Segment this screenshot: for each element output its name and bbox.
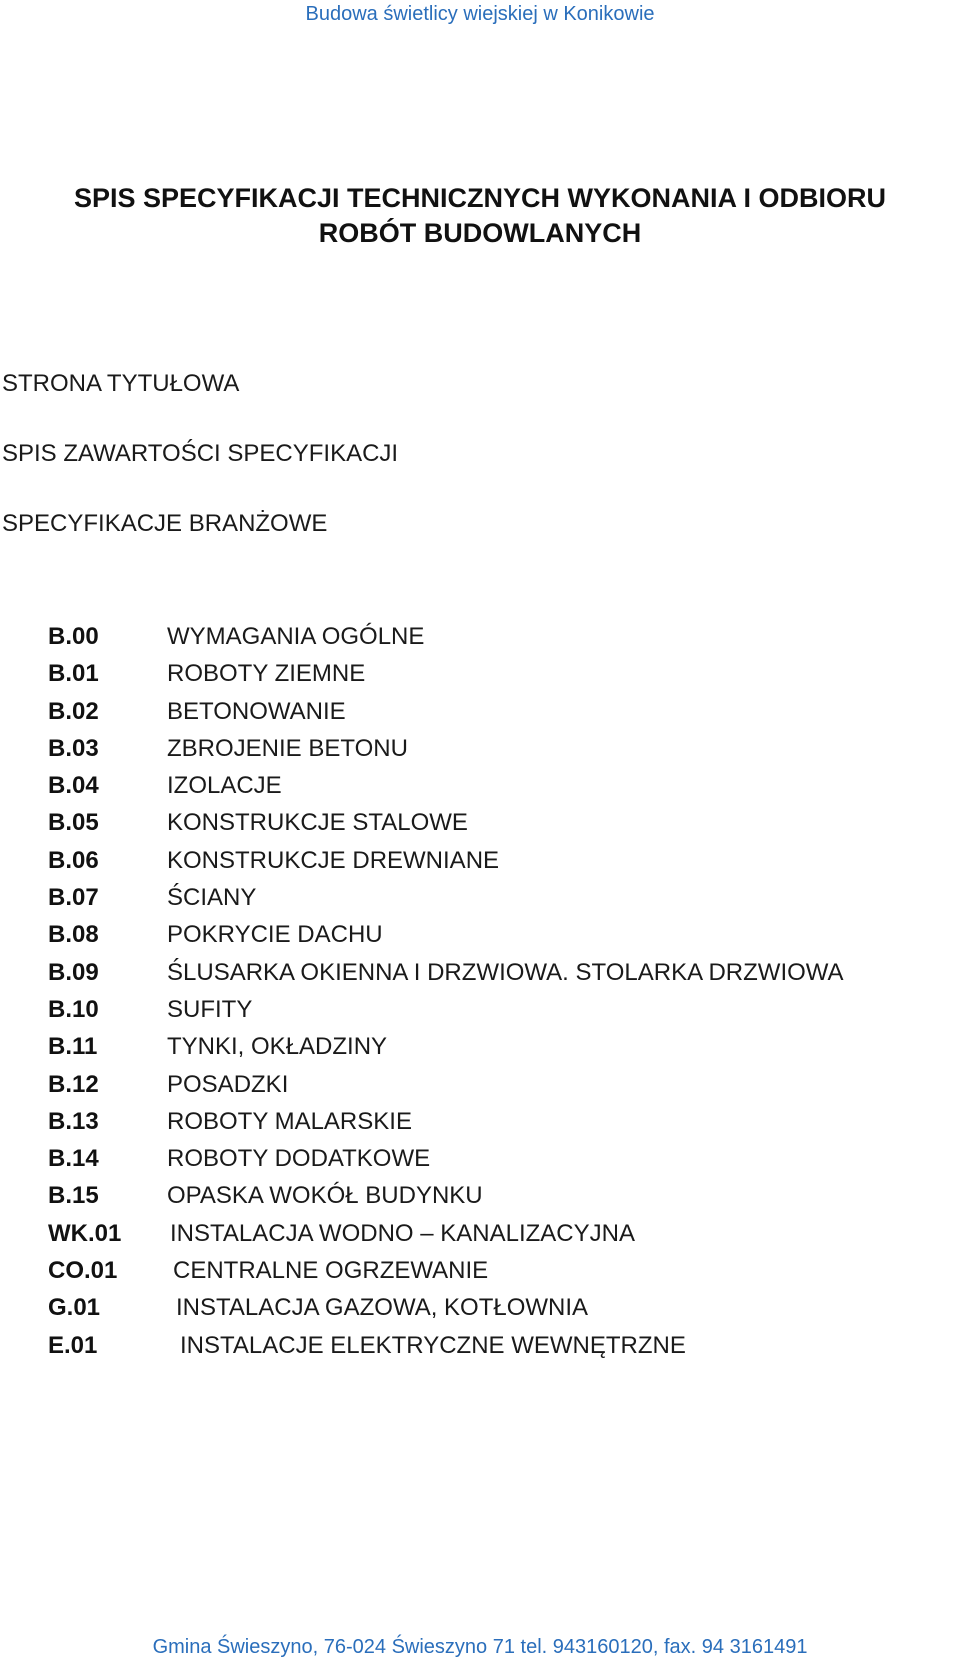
spec-description: CENTRALNE OGRZEWANIE	[173, 1257, 489, 1285]
spec-code: CO.01	[48, 1257, 118, 1285]
spec-code: B.10	[48, 995, 99, 1023]
list-item	[0, 618, 960, 655]
spec-code: G.01	[48, 1294, 101, 1322]
spec-description: INSTALACJA GAZOWA, KOTŁOWNIA	[176, 1294, 589, 1322]
document-title	[0, 181, 960, 251]
list-item	[0, 1289, 960, 1326]
spec-code: B.07	[48, 884, 99, 912]
spec-description: INSTALACJA WODNO – KANALIZACYJNA	[170, 1219, 635, 1247]
list-item	[0, 1215, 960, 1252]
spec-description: BETONOWANIE	[167, 697, 346, 725]
spec-code: B.06	[48, 846, 99, 874]
section-title-page: STRONA TYTUŁOWA	[2, 370, 240, 397]
section-contents: SPIS ZAWARTOŚCI SPECYFIKACJI	[2, 440, 399, 467]
spec-code: B.00	[48, 623, 99, 650]
spec-code: E.01	[48, 1331, 98, 1359]
page-footer: Gmina Świeszyno, 76-024 Świeszyno 71 tel. 943160120, fax. 94 3161491	[152, 1636, 808, 1658]
list-item	[0, 1103, 960, 1140]
list-item	[0, 1252, 960, 1289]
spec-code: B.08	[48, 921, 99, 949]
list-item	[0, 1177, 960, 1214]
spec-description: TYNKI, OKŁADZINY	[167, 1033, 388, 1061]
spec-description: INSTALACJE ELEKTRYCZNE WEWNĘTRZNE	[180, 1331, 686, 1359]
spec-description: KONSTRUKCJE DREWNIANE	[167, 846, 500, 874]
spec-code: B.03	[48, 734, 99, 762]
spec-description: ROBOTY MALARSKIE	[167, 1107, 412, 1135]
page-header: Budowa świetlicy wiejskiej w Konikowie	[305, 3, 655, 25]
list-item	[0, 1066, 960, 1103]
list-item	[0, 954, 960, 991]
list-item	[0, 879, 960, 916]
document-title-line-2: ROBÓT BUDOWLANYCH	[318, 218, 642, 248]
spec-code: B.01	[48, 660, 99, 688]
spec-description: OPASKA WOKÓŁ BUDYNKU	[167, 1182, 483, 1210]
spec-code: B.15	[48, 1182, 99, 1210]
spec-code: B.13	[48, 1107, 99, 1135]
spec-description: ŚCIANY	[167, 884, 257, 912]
spec-description: ROBOTY DODATKOWE	[167, 1145, 431, 1173]
spec-description: WYMAGANIA OGÓLNE	[167, 623, 425, 650]
spec-description: KONSTRUKCJE STALOWE	[167, 809, 468, 837]
list-item	[0, 842, 960, 879]
list-item	[0, 693, 960, 730]
section-trade-specs: SPECYFIKACJE BRANŻOWE	[2, 510, 328, 537]
spec-code: B.11	[48, 1033, 98, 1061]
list-item	[0, 916, 960, 953]
list-item	[0, 1028, 960, 1065]
spec-code: B.14	[48, 1145, 99, 1173]
spec-description: SUFITY	[167, 995, 253, 1023]
list-item	[0, 730, 960, 767]
list-item	[0, 655, 960, 692]
spec-description: ŚLUSARKA OKIENNA I DRZWIOWA. STOLARKA DRZWIOWA	[167, 958, 844, 986]
list-item	[0, 767, 960, 804]
list-item	[0, 1327, 960, 1364]
spec-code: B.12	[48, 1070, 99, 1098]
spec-code: B.04	[48, 772, 99, 800]
spec-code: B.02	[48, 697, 99, 725]
specification-list	[0, 618, 960, 1364]
spec-code: B.05	[48, 809, 99, 837]
spec-description: POSADZKI	[167, 1070, 289, 1098]
list-item	[0, 991, 960, 1028]
document-title-line-1: SPIS SPECYFIKACJI TECHNICZNYCH WYKONANIA I ODBIORU	[73, 183, 887, 213]
list-item	[0, 1140, 960, 1177]
spec-description: IZOLACJE	[167, 772, 282, 800]
spec-description: POKRYCIE DACHU	[167, 921, 383, 949]
list-item	[0, 804, 960, 841]
spec-code: B.09	[48, 958, 99, 986]
spec-description: ROBOTY ZIEMNE	[167, 660, 366, 688]
spec-code: WK.01	[48, 1219, 122, 1247]
spec-description: ZBROJENIE BETONU	[167, 734, 408, 762]
